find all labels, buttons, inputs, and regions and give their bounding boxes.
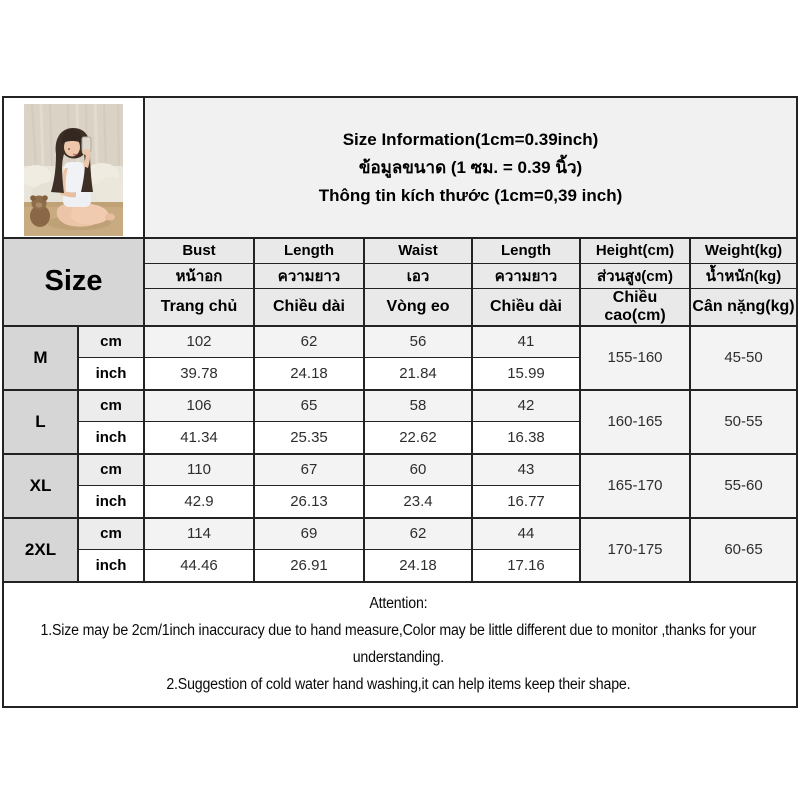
l-length2-inch: 16.38 bbox=[472, 422, 580, 454]
photo-title-row bbox=[3, 97, 797, 238]
unit-label-cm: cm bbox=[78, 454, 144, 486]
2xl-waist-inch: 24.18 bbox=[364, 550, 472, 582]
size-row-m-cm bbox=[3, 326, 797, 358]
2xl-bust-inch: 44.46 bbox=[144, 550, 254, 582]
size-label-xl: XL bbox=[3, 454, 78, 518]
model-mirror-selfie-photo bbox=[24, 104, 123, 236]
2xl-waist-cm: 62 bbox=[364, 518, 472, 550]
unit-label-cm: cm bbox=[78, 390, 144, 422]
l-bust-cm: 106 bbox=[144, 390, 254, 422]
m-length-cm: 62 bbox=[254, 326, 364, 358]
m-length2-cm: 41 bbox=[472, 326, 580, 358]
col-header-length-th: ความยาว bbox=[254, 263, 364, 288]
col-header-height-th: ส่วนสูง(cm) bbox=[580, 263, 690, 288]
l-length2-cm: 42 bbox=[472, 390, 580, 422]
l-height-range: 160-165 bbox=[580, 390, 690, 454]
attention-text-block bbox=[4, 590, 793, 698]
size-row-xl-cm bbox=[3, 454, 797, 486]
l-length-inch: 25.35 bbox=[254, 422, 364, 454]
l-length-cm: 65 bbox=[254, 390, 364, 422]
attention-row bbox=[3, 582, 797, 707]
xl-bust-cm: 110 bbox=[144, 454, 254, 486]
title-en: Size Information(1cm=0.39inch) bbox=[342, 129, 599, 149]
col-header-length2-th: ความยาว bbox=[472, 263, 580, 288]
col-header-bust-th: หน้าอก bbox=[144, 263, 254, 288]
unit-label-inch: inch bbox=[78, 486, 144, 518]
col-header-height-en: Height(cm) bbox=[580, 238, 690, 263]
product-photo-cell bbox=[3, 97, 144, 238]
unit-label-inch: inch bbox=[78, 550, 144, 582]
xl-length-inch: 26.13 bbox=[254, 486, 364, 518]
2xl-length-cm: 69 bbox=[254, 518, 364, 550]
xl-weight-range: 55-60 bbox=[690, 454, 797, 518]
xl-height-range: 165-170 bbox=[580, 454, 690, 518]
col-header-weight-th: น้ำหนัก(kg) bbox=[690, 263, 797, 288]
size-label-m: M bbox=[3, 326, 78, 390]
attention-note-2: 2.Suggestion of cold water hand washing,it can help items keep their shape. bbox=[166, 676, 631, 693]
attention-heading: Attention: bbox=[369, 595, 428, 612]
col-header-weight-vi: Cân nặng(kg) bbox=[690, 288, 797, 326]
m-bust-cm: 102 bbox=[144, 326, 254, 358]
m-height-range: 155-160 bbox=[580, 326, 690, 390]
xl-waist-cm: 60 bbox=[364, 454, 472, 486]
m-weight-range: 45-50 bbox=[690, 326, 797, 390]
header-row-english bbox=[3, 238, 797, 263]
unit-label-cm: cm bbox=[78, 326, 144, 358]
col-header-length-en: Length bbox=[254, 238, 364, 263]
unit-label-inch: inch bbox=[78, 422, 144, 454]
m-waist-cm: 56 bbox=[364, 326, 472, 358]
xl-bust-inch: 42.9 bbox=[144, 486, 254, 518]
col-header-weight-en: Weight(kg) bbox=[690, 238, 797, 263]
size-info-title-cell bbox=[144, 97, 797, 238]
l-waist-cm: 58 bbox=[364, 390, 472, 422]
title-th: ข้อมูลขนาด (1 ซม. = 0.39 นิ้ว) bbox=[358, 157, 583, 177]
attention-note-1: 1.Size may be 2cm/1inch inaccuracy due to hand measure,Color may be little different due to monitor ,thanks for your understanding. bbox=[40, 622, 757, 666]
2xl-length2-inch: 17.16 bbox=[472, 550, 580, 582]
m-length2-inch: 15.99 bbox=[472, 358, 580, 390]
l-waist-inch: 22.62 bbox=[364, 422, 472, 454]
unit-label-inch: inch bbox=[78, 358, 144, 390]
size-row-l-cm bbox=[3, 390, 797, 422]
col-header-length-vi: Chiều dài bbox=[254, 288, 364, 326]
l-weight-range: 50-55 bbox=[690, 390, 797, 454]
2xl-weight-range: 60-65 bbox=[690, 518, 797, 582]
xl-waist-inch: 23.4 bbox=[364, 486, 472, 518]
xl-length2-inch: 16.77 bbox=[472, 486, 580, 518]
xl-length-cm: 67 bbox=[254, 454, 364, 486]
col-header-bust-en: Bust bbox=[144, 238, 254, 263]
col-header-bust-vi: Trang chủ bbox=[144, 288, 254, 326]
size-header-cell: Size bbox=[3, 238, 144, 326]
col-header-waist-vi: Vòng eo bbox=[364, 288, 472, 326]
unit-label-cm: cm bbox=[78, 518, 144, 550]
col-header-waist-en: Waist bbox=[364, 238, 472, 263]
col-header-length2-vi: Chiều dài bbox=[472, 288, 580, 326]
attention-cell bbox=[3, 582, 797, 707]
2xl-height-range: 170-175 bbox=[580, 518, 690, 582]
xl-length2-cm: 43 bbox=[472, 454, 580, 486]
title-vi: Thông tin kích thước (1cm=0,39 inch) bbox=[318, 185, 623, 205]
2xl-length-inch: 26.91 bbox=[254, 550, 364, 582]
2xl-bust-cm: 114 bbox=[144, 518, 254, 550]
l-bust-inch: 41.34 bbox=[144, 422, 254, 454]
size-chart-table bbox=[2, 96, 798, 708]
size-row-2xl-cm bbox=[3, 518, 797, 550]
m-bust-inch: 39.78 bbox=[144, 358, 254, 390]
col-header-waist-th: เอว bbox=[364, 263, 472, 288]
col-header-length2-en: Length bbox=[472, 238, 580, 263]
m-waist-inch: 21.84 bbox=[364, 358, 472, 390]
2xl-length2-cm: 44 bbox=[472, 518, 580, 550]
size-label-2xl: 2XL bbox=[3, 518, 78, 582]
col-header-height-vi: Chiều cao(cm) bbox=[580, 288, 690, 326]
m-length-inch: 24.18 bbox=[254, 358, 364, 390]
size-label-l: L bbox=[3, 390, 78, 454]
